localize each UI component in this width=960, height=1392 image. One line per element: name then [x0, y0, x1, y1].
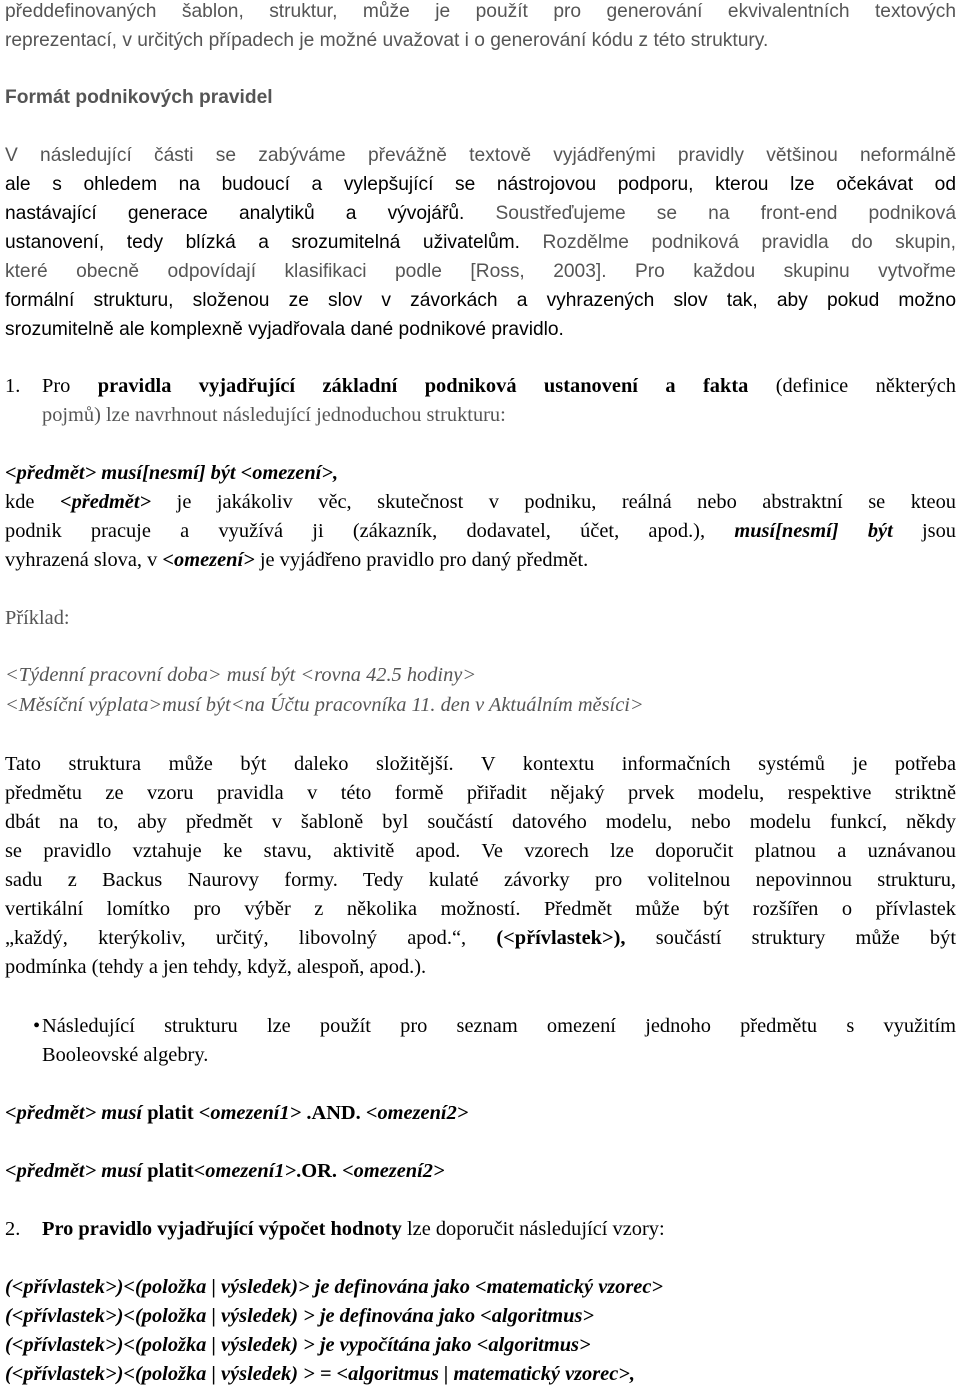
para2-line-1: Tato struktura může být daleko složitější. V kontextu informačních systémů je potřeba: [5, 753, 956, 775]
para1-line-1: V následující části se zabýváme převážně textově vyjádřenými pravidly většinou neformálně: [5, 145, 956, 166]
para1-line-7: srozumitelně ale komplexně vyjadřovala dané podnikové pravidlo.: [5, 319, 564, 340]
item1-line-1: 1. Pro pravidla vyjadřující základní podniková ustanovení a fakta (definice některých: [5, 375, 956, 397]
para2-line-8: podmínka (tehdy a jen tehdy, když, alespoň, apod.).: [5, 956, 427, 978]
example-1: <Týdenní pracovní doba> musí být <rovna 42.5 hodiny>: [5, 664, 477, 686]
example-2: <Měsíční výplata>musí být<na Účtu pracovníka 11. den v Aktuálním měsíci>: [5, 694, 644, 716]
para2-line-7: „každý, kterýkoliv, určitý, libovolný apod.“, (<přívlastek>), součástí struktury může být: [5, 927, 956, 949]
formula-2: (<přívlastek>)<(položka | výsledek) > je definována jako <algoritmus>: [5, 1305, 595, 1327]
section-heading: Formát podnikových pravidel: [5, 87, 273, 108]
para2-line-4: se pravidlo vztahuje ke stavu, aktivitě apod. Ve vzorech lze doporučit platnou a uznávanou: [5, 840, 956, 862]
para1-line-2: ale s ohledem na budoucí a vylepšující se nástrojovou podporu, kterou lze očekávat od: [5, 174, 956, 195]
def-line-1: kde <předmět> je jakákoliv věc, skutečnost v podniku, reálná nebo abstraktní se kteou: [5, 491, 957, 513]
boolean-or-structure: <předmět> musí platit<omezení1>.OR. <omezení2>: [5, 1160, 445, 1182]
structure-1: <předmět> musí[nesmí] být <omezení>,: [5, 462, 339, 484]
item1-line-2: pojmů) lze navrhnout následující jednoduchou strukturu:: [42, 404, 506, 426]
intro-line-1: předdefinovaných šablon, struktur, může je použít pro generování ekvivalentních textových: [5, 1, 956, 22]
def-line-3: vyhrazená slova, v <omezení> je vyjádřeno pravidlo pro daný předmět.: [5, 549, 589, 571]
item2-number: 2.: [5, 1218, 21, 1240]
bullet-line-2: Booleovské algebry.: [42, 1044, 209, 1066]
intro-line-2: reprezentací, v určitých případech je možné uvažovat i o generování kódu z této struktury.: [5, 30, 769, 51]
formula-3: (<přívlastek>)<(položka | výsledek) > je vypočítána jako <algoritmus>: [5, 1334, 591, 1356]
item1-number: 1.: [5, 375, 21, 397]
bullet-item: [5, 1012, 956, 1041]
para2-line-6: vertikální lomítko pro výběr z několika možností. Předmět může být rozšířen o přívlastek: [5, 898, 956, 920]
boolean-and-structure: <předmět> musí platit <omezení1> .AND. <omezení2>: [5, 1102, 469, 1124]
bullet-dot-icon: •: [33, 1015, 41, 1037]
formula-4: (<přívlastek>)<(položka | výsledek) > = <algoritmus | matematický vzorec>,: [5, 1363, 635, 1385]
para1-line-6: formální strukturu, složenou ze slov v závorkách a vyhrazených slov tak, aby pokud možno: [5, 290, 956, 311]
para1-line-5: které obecně odpovídají klasifikaci podle [Ross, 2003]. Pro každou skupinu vytvořme: [5, 261, 956, 282]
bullet-line-1: Následující strukturu lze použít pro seznam omezení jednoho předmětu s využitím: [42, 1015, 956, 1037]
def-line-2: podnik pracuje a využívá ji (zákazník, dodavatel, účet, apod.), musí[nesmí] být jsou: [5, 520, 957, 542]
formula-1: (<přívlastek>)<(položka | výsledek)> je definována jako <matematický vzorec>: [5, 1276, 664, 1298]
para1-line-4: ustanovení, tedy blízká a srozumitelná uživatelům. Rozdělme podniková pravidla do skupin,: [5, 232, 956, 253]
para2-line-2: předmětu ze vzoru pravidla v této formě přiřadit nějaký prvek modelu, respektive striktně: [5, 782, 956, 804]
para2-line-3: dbát na to, aby předmět v šabloně byl součástí datového modelu, nebo modelu funkcí, někdy: [5, 811, 956, 833]
para2-line-5: sadu z Backus Naurovy formy. Tedy kulaté závorky pro volitelnou nepovinnou strukturu,: [5, 869, 956, 891]
item2-line: 2. Pro pravidlo vyjadřující výpočet hodnoty lze doporučit následující vzory:: [5, 1218, 665, 1240]
para1-line-3: nastávající generace analytiků a vývojářů. Soustřeďujeme se na front-end podniková: [5, 203, 957, 224]
example-label: Příklad:: [5, 607, 70, 629]
